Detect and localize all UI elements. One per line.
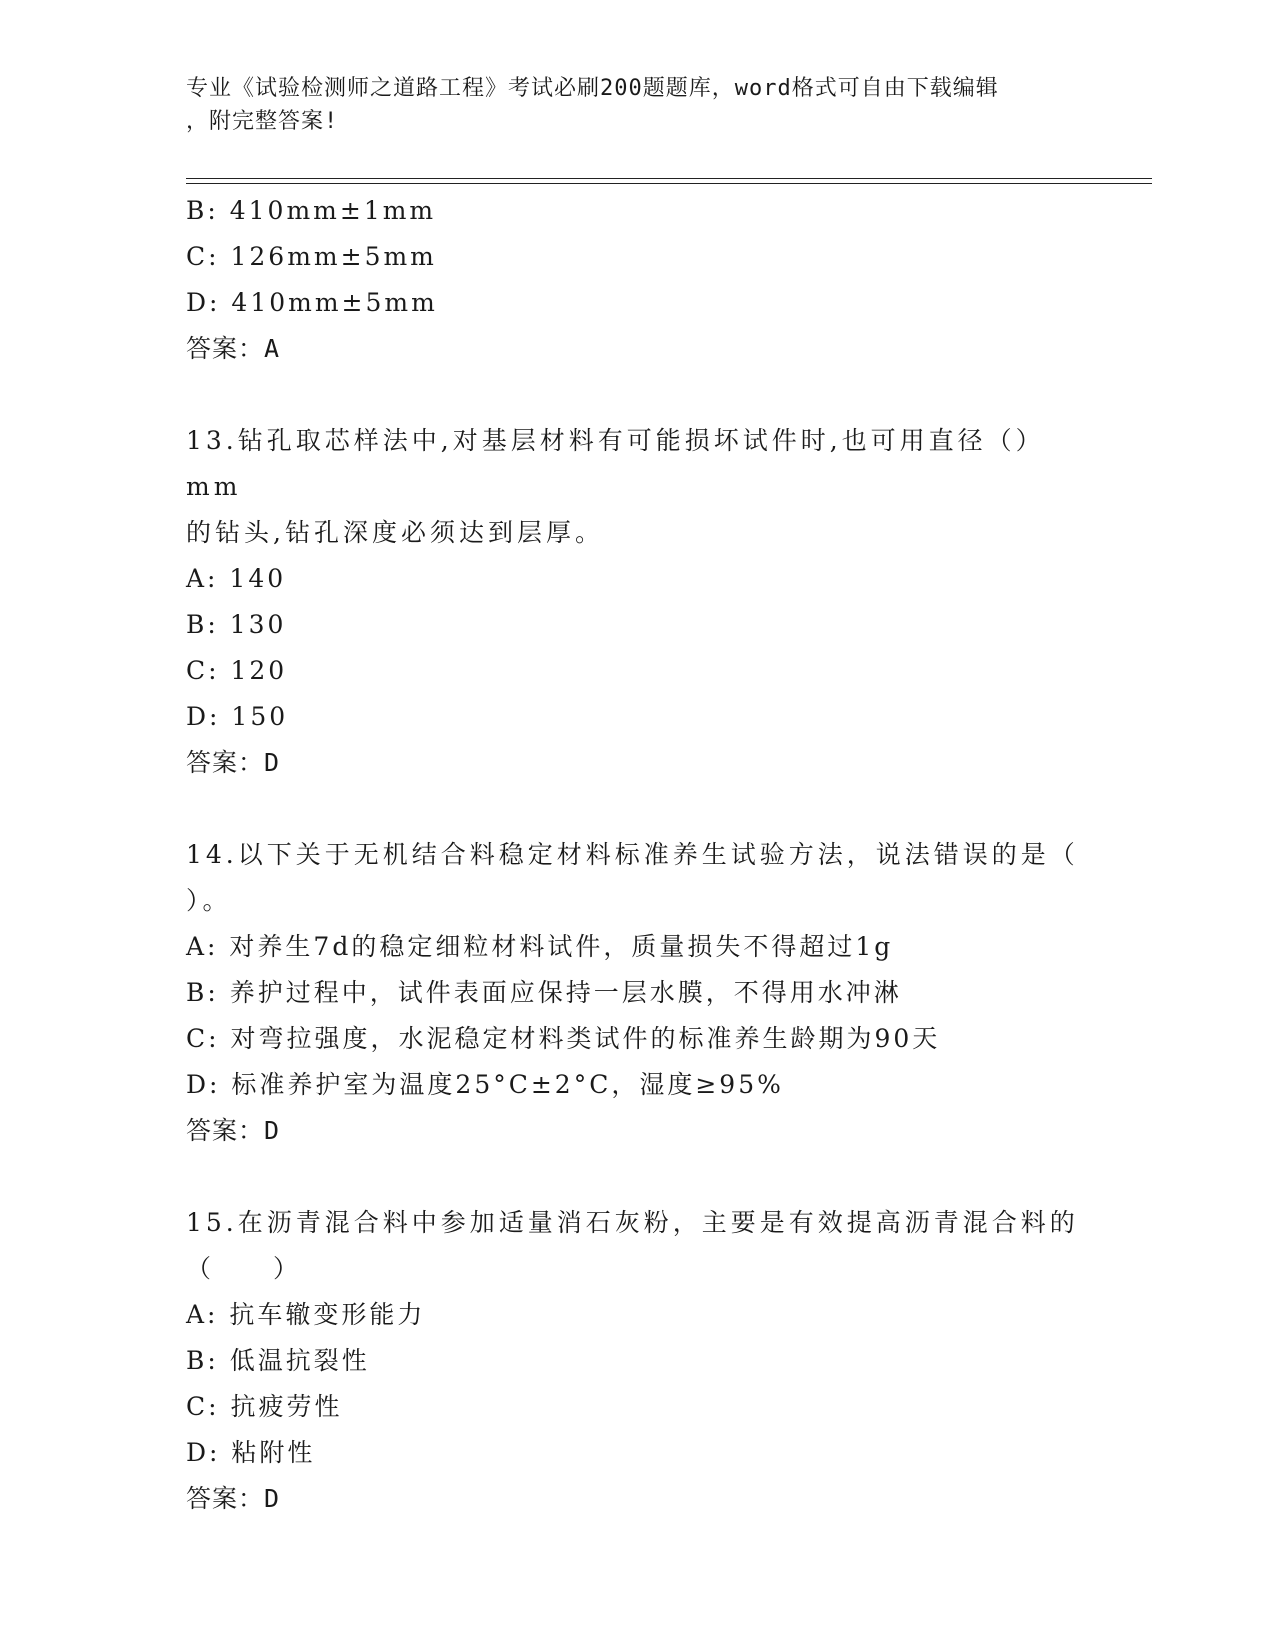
option-d: D: 粘附性 <box>186 1438 316 1467</box>
option-d: D: 410mm±5mm <box>186 288 438 317</box>
header-line-2: ，附完整答案! <box>186 109 339 134</box>
option-d: D: 标准养护室为温度25°C±2°C，湿度≥95% <box>186 1070 784 1099</box>
question-13 <box>186 418 1086 786</box>
prev-question-block <box>186 188 1086 372</box>
question-text-line-2: （ ） <box>186 1254 303 1283</box>
answer-line: 答案：A <box>186 334 281 363</box>
spacer <box>186 372 1086 418</box>
document-body <box>186 188 1086 1522</box>
spacer <box>186 786 1086 832</box>
question-text-line-2: ）。 <box>186 886 232 915</box>
spacer <box>186 1154 1086 1200</box>
option-b: B: 410mm±1mm <box>186 196 437 225</box>
answer-line: 答案：D <box>186 1484 281 1513</box>
answer-line: 答案：D <box>186 1116 281 1145</box>
question-text-line-1: 14.以下关于无机结合料稳定材料标准养生试验方法，说法错误的是（ <box>186 840 1079 869</box>
header-divider-top <box>186 178 1152 179</box>
option-a: A: 140 <box>186 564 287 593</box>
header-line-1: 专业《试验检测师之道路工程》考试必刷200题题库，word格式可自由下载编辑 <box>186 76 999 101</box>
option-c: C: 120 <box>186 656 288 685</box>
header-divider-bottom <box>186 183 1152 184</box>
option-c: C: 抗疲劳性 <box>186 1392 343 1421</box>
option-b: B: 低温抗裂性 <box>186 1346 370 1375</box>
option-d: D: 150 <box>186 702 289 731</box>
question-text-line-1: 15.在沥青混合料中参加适量消石灰粉，主要是有效提高沥青混合料的 <box>186 1208 1079 1237</box>
option-a: A: 抗车辙变形能力 <box>186 1300 426 1329</box>
question-14 <box>186 832 1086 1154</box>
option-a: A: 对养生7d的稳定细粒材料试件，质量损失不得超过1g <box>186 932 894 961</box>
question-text-line-1: 13.钻孔取芯样法中,对基层材料有可能损坏试件时,也可用直径（）mm <box>186 426 1045 501</box>
option-c: C: 对弯拉强度，水泥稳定材料类试件的标准养生龄期为90天 <box>186 1024 941 1053</box>
question-15 <box>186 1200 1086 1522</box>
answer-line: 答案：D <box>186 748 281 777</box>
option-b: B: 130 <box>186 610 287 639</box>
option-b: B: 养护过程中，试件表面应保持一层水膜，不得用水冲淋 <box>186 978 902 1007</box>
question-text-line-2: 的钻头,钻孔深度必须达到层厚。 <box>186 518 604 547</box>
option-c: C: 126mm±5mm <box>186 242 437 271</box>
document-header <box>186 72 1066 138</box>
